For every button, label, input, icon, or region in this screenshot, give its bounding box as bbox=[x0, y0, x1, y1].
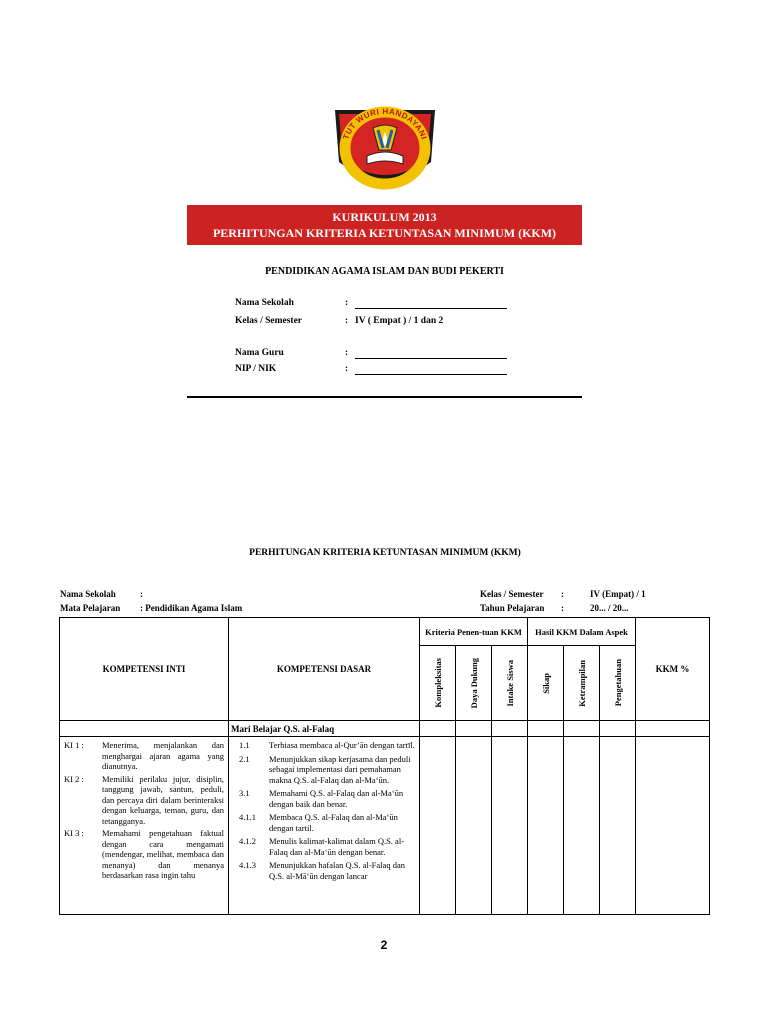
header-keterampilan-text: Ketrampilan bbox=[576, 659, 587, 707]
header-kriteria: Kriteria Penen-tuan KKM bbox=[420, 618, 528, 646]
ki-text: Menerima, menjalankan dan menghargai ajaran agama yang dianutnya. bbox=[102, 740, 224, 771]
meta-mapel-value: : Pendidikan Agama Islam bbox=[140, 603, 243, 613]
pengetahuan-cell[interactable] bbox=[600, 721, 636, 737]
kkm-cell[interactable] bbox=[636, 737, 710, 915]
kd-item bbox=[233, 740, 415, 751]
banner-line-1: KURIKULUM 2013 bbox=[332, 210, 437, 224]
svg-text:TUT WURI HANDAYANI: TUT WURI HANDAYANI bbox=[341, 106, 429, 141]
meta-tahun-value: 20... / 20... bbox=[590, 603, 629, 613]
field-colon: : bbox=[345, 316, 349, 326]
ki-code: KI 3 : bbox=[64, 828, 84, 838]
tut-wuri-handayani-logo bbox=[325, 100, 445, 190]
kompleksitas-cell[interactable] bbox=[420, 721, 456, 737]
header-kkm: KKM % bbox=[636, 618, 710, 721]
kd-item bbox=[233, 812, 415, 833]
field-blank-line[interactable] bbox=[355, 308, 507, 309]
header-intake-siswa-text: Intake Siswa bbox=[504, 659, 515, 707]
ki-text: Memiliki perilaku jujur, disiplin, tanggung jawab, santun, peduli, dan percaya diri dalam berinteraksi dengan keluarga, teman, guru, dan tetangganya. bbox=[102, 773, 224, 826]
field-blank-line[interactable] bbox=[355, 374, 507, 375]
keterampilan-cell[interactable] bbox=[564, 721, 600, 737]
field-label: Nama Sekolah bbox=[235, 298, 294, 308]
topic-cell-empty bbox=[60, 721, 229, 737]
kd-text: Membaca Q.S. al-Falaq dan al-Ma‘ūn dengan tartil. bbox=[269, 812, 398, 833]
intake-siswa-cell[interactable] bbox=[492, 737, 528, 915]
field-label: Nama Guru bbox=[235, 348, 284, 358]
pengetahuan-cell[interactable] bbox=[600, 737, 636, 915]
ki-item bbox=[64, 774, 224, 827]
kompleksitas-cell[interactable] bbox=[420, 737, 456, 915]
intake-siswa-cell[interactable] bbox=[492, 721, 528, 737]
field-blank-line[interactable] bbox=[355, 358, 507, 359]
kd-code: 4.1.1 bbox=[239, 812, 256, 822]
header-sikap-text: Sikap bbox=[540, 672, 551, 694]
banner-line-2: PERHITUNGAN KRITERIA KETUNTASAN MINIMUM (KKM) bbox=[212, 226, 557, 240]
kd-item bbox=[233, 754, 415, 786]
sikap-cell[interactable] bbox=[528, 721, 564, 737]
field-value: IV ( Empat ) / 1 dan 2 bbox=[355, 316, 444, 326]
header-hasil: Hasil KKM Dalam Aspek bbox=[528, 618, 636, 646]
ki-code: KI 1 : bbox=[64, 740, 84, 750]
kd-item bbox=[233, 836, 415, 857]
header-intake-siswa bbox=[492, 646, 528, 721]
header-kompetensi-dasar: KOMPETENSI DASAR bbox=[229, 618, 420, 721]
kd-text: Memahami Q.S. al-Falaq dan al-Ma‘ūn dengan baik dan benar. bbox=[269, 788, 404, 809]
meta-nama-sekolah-colon: : bbox=[140, 589, 143, 599]
topic-title: Mari Belajar Q.S. al-Falaq bbox=[229, 721, 420, 737]
ki-item bbox=[64, 740, 224, 772]
field-colon: : bbox=[345, 364, 349, 374]
header-keterampilan bbox=[564, 646, 600, 721]
sikap-cell[interactable] bbox=[528, 737, 564, 915]
header-pengetahuan-text: Pengetahuan bbox=[612, 659, 623, 707]
keterampilan-cell[interactable] bbox=[564, 737, 600, 915]
kd-item bbox=[233, 788, 415, 809]
ki-list bbox=[60, 737, 228, 885]
page-number: 2 bbox=[380, 938, 388, 952]
header-kompetensi-inti: KOMPETENSI INTI bbox=[60, 618, 229, 721]
field-label: Kelas / Semester bbox=[235, 316, 303, 326]
meta-kelas-colon: : bbox=[561, 589, 564, 599]
field-colon: : bbox=[345, 298, 349, 308]
topic-row bbox=[60, 721, 710, 737]
kd-cell bbox=[229, 737, 420, 915]
kd-text: Menulis kalimat-kalimat dalam Q.S. al-Falaq dan al-Ma‘ūn dengan benar. bbox=[269, 836, 405, 857]
title-banner bbox=[187, 205, 582, 245]
kd-code: 1.1 bbox=[239, 740, 250, 750]
header-kompleksitas-text: Kompleksitas bbox=[432, 658, 443, 708]
kd-code: 4.1.2 bbox=[239, 836, 256, 846]
ki-cell bbox=[60, 737, 229, 915]
kd-code: 2.1 bbox=[239, 753, 250, 764]
kd-code: 4.1.3 bbox=[239, 860, 256, 870]
daya-dukung-cell[interactable] bbox=[456, 721, 492, 737]
header-kompleksitas bbox=[420, 646, 456, 721]
kd-list bbox=[229, 737, 419, 886]
divider bbox=[187, 396, 582, 398]
meta-tahun-label: Tahun Pelajaran bbox=[480, 603, 545, 613]
header-daya-dukung-text: Daya Dukung bbox=[468, 657, 479, 709]
header-sikap bbox=[528, 646, 564, 721]
kd-code: 3.1 bbox=[239, 788, 250, 798]
meta-tahun-colon: : bbox=[561, 603, 564, 613]
meta-kelas-value: IV (Empat) / 1 bbox=[590, 589, 646, 599]
meta-nama-sekolah-label: Nama Sekolah bbox=[60, 589, 116, 599]
kkm-table bbox=[59, 617, 710, 915]
header-pengetahuan bbox=[600, 646, 636, 721]
meta-kelas-label: Kelas / Semester bbox=[480, 589, 544, 599]
ki-text: Memahami pengetahuan faktual dengan cara mengamati (mendengar, melihat, membaca dan menanya) dan menanya berdasarkan rasa ingin tahu bbox=[102, 828, 224, 880]
field-label: NIP / NIK bbox=[235, 364, 277, 374]
kd-text: Menunjukkan hafalan Q.S. al-Falaq dan Q.S. al-Mā‘ūn dengan lancar bbox=[269, 860, 405, 881]
kkm-cell[interactable] bbox=[636, 721, 710, 737]
kd-text: Terbiasa membaca al-Qur’ān dengan tartīl. bbox=[269, 740, 415, 750]
ki-item bbox=[64, 828, 224, 881]
section-title: PERHITUNGAN KRITERIA KETUNTASAN MINIMUM (KKM) bbox=[249, 548, 521, 558]
content-row bbox=[60, 737, 710, 915]
kd-text: Menunjukkan sikap kerjasama dan peduli sebagai implementasi dari pemahaman makna Q.S. al-Falaq dan al-Ma‘ūn. bbox=[269, 753, 411, 785]
field-colon: : bbox=[345, 348, 349, 358]
ki-code: KI 2 : bbox=[64, 773, 84, 784]
subject-title: PENDIDIKAN AGAMA ISLAM DAN BUDI PEKERTI bbox=[265, 266, 504, 277]
daya-dukung-cell[interactable] bbox=[456, 737, 492, 915]
meta-mapel-label: Mata Pelajaran bbox=[60, 603, 121, 613]
kd-item bbox=[233, 860, 415, 881]
header-daya-dukung bbox=[456, 646, 492, 721]
